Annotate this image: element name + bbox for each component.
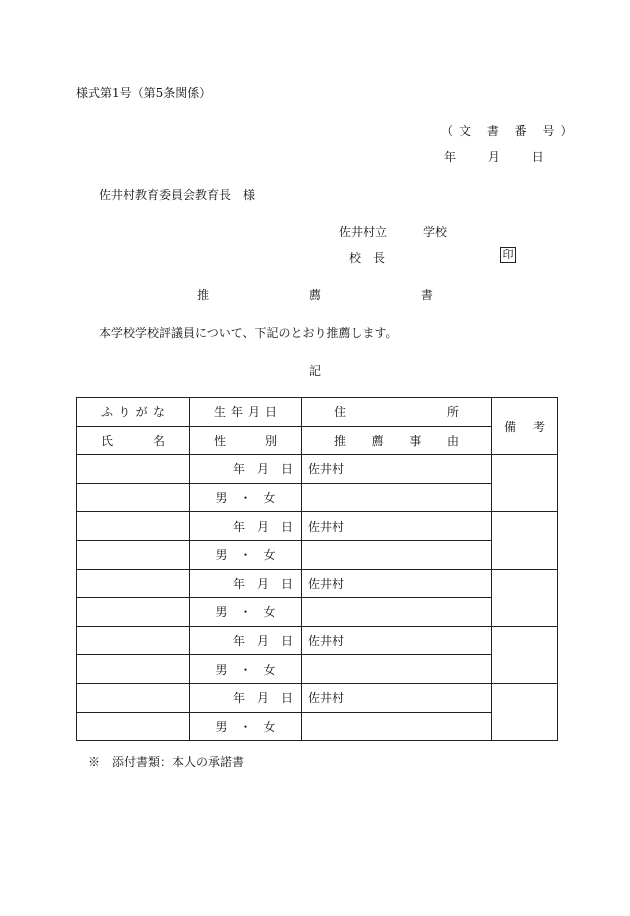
header-row-2 bbox=[77, 426, 558, 455]
name-cell[interactable] bbox=[77, 598, 190, 627]
recommendation-table bbox=[76, 397, 558, 741]
header-name: 氏 名 bbox=[77, 426, 190, 455]
intro-text: 本学校学校評議員について、下記のとおり推薦します。 bbox=[99, 326, 398, 340]
birthdate-cell[interactable]: 年 月 日 bbox=[190, 626, 302, 655]
table-row bbox=[77, 540, 558, 569]
remarks-cell[interactable] bbox=[492, 683, 558, 740]
header-address: 住 所 bbox=[302, 398, 492, 427]
table-row bbox=[77, 569, 558, 598]
table-row bbox=[77, 483, 558, 512]
addressee: 佐井村教育委員会教育長 様 bbox=[99, 188, 256, 202]
title-char: 薦 bbox=[308, 288, 321, 302]
reason-cell[interactable] bbox=[302, 598, 492, 627]
date-year: 年 bbox=[444, 150, 457, 164]
title-char: 推 bbox=[197, 288, 210, 302]
furigana-cell[interactable] bbox=[77, 512, 190, 541]
address-cell[interactable]: 佐井村 bbox=[302, 683, 492, 712]
remarks-cell[interactable] bbox=[492, 512, 558, 569]
header-row bbox=[77, 398, 558, 427]
document-number: （文 書 番 号） bbox=[441, 124, 579, 138]
table-row bbox=[77, 626, 558, 655]
name-cell[interactable] bbox=[77, 540, 190, 569]
school-name: 佐井村立 学校 bbox=[339, 225, 448, 239]
seal-mark: 印 bbox=[500, 247, 516, 263]
date-line bbox=[444, 148, 544, 165]
table-row bbox=[77, 683, 558, 712]
header-reason: 推 薦 事 由 bbox=[302, 426, 492, 455]
gender-cell[interactable]: 男 ・ 女 bbox=[190, 712, 302, 741]
birthdate-cell[interactable]: 年 月 日 bbox=[190, 683, 302, 712]
date-day: 日 bbox=[531, 150, 544, 164]
furigana-cell[interactable] bbox=[77, 626, 190, 655]
table-row bbox=[77, 712, 558, 741]
remarks-cell[interactable] bbox=[492, 626, 558, 683]
birthdate-cell[interactable]: 年 月 日 bbox=[190, 455, 302, 484]
form-label: 様式第1号（第5条関係） bbox=[76, 86, 212, 100]
header-remarks: 備 考 bbox=[492, 398, 558, 455]
principal-label: 校 長 bbox=[349, 251, 386, 265]
furigana-cell[interactable] bbox=[77, 455, 190, 484]
table-row bbox=[77, 512, 558, 541]
furigana-cell[interactable] bbox=[77, 683, 190, 712]
table-row bbox=[77, 655, 558, 684]
gender-cell[interactable]: 男 ・ 女 bbox=[190, 540, 302, 569]
address-cell[interactable]: 佐井村 bbox=[302, 569, 492, 598]
name-cell[interactable] bbox=[77, 483, 190, 512]
remarks-cell[interactable] bbox=[492, 455, 558, 512]
reason-cell[interactable] bbox=[302, 483, 492, 512]
address-cell[interactable]: 佐井村 bbox=[302, 512, 492, 541]
reason-cell[interactable] bbox=[302, 712, 492, 741]
header-gender: 性 別 bbox=[190, 426, 302, 455]
table-row bbox=[77, 598, 558, 627]
name-cell[interactable] bbox=[77, 712, 190, 741]
gender-cell[interactable]: 男 ・ 女 bbox=[190, 598, 302, 627]
reason-cell[interactable] bbox=[302, 655, 492, 684]
attachment-note: ※ 添付書類：本人の承諾書 bbox=[88, 755, 245, 769]
header-birthdate: 生 年 月 日 bbox=[190, 398, 302, 427]
birthdate-cell[interactable]: 年 月 日 bbox=[190, 512, 302, 541]
ki-heading: 記 bbox=[308, 364, 321, 378]
address-cell[interactable]: 佐井村 bbox=[302, 455, 492, 484]
remarks-cell[interactable] bbox=[492, 569, 558, 626]
birthdate-cell[interactable]: 年 月 日 bbox=[190, 569, 302, 598]
header-furigana: ふ り が な bbox=[77, 398, 190, 427]
document-title bbox=[0, 286, 630, 303]
date-month: 月 bbox=[487, 150, 500, 164]
title-char: 書 bbox=[420, 288, 433, 302]
gender-cell[interactable]: 男 ・ 女 bbox=[190, 655, 302, 684]
address-cell[interactable]: 佐井村 bbox=[302, 626, 492, 655]
furigana-cell[interactable] bbox=[77, 569, 190, 598]
reason-cell[interactable] bbox=[302, 540, 492, 569]
table-row bbox=[77, 455, 558, 484]
name-cell[interactable] bbox=[77, 655, 190, 684]
gender-cell[interactable]: 男 ・ 女 bbox=[190, 483, 302, 512]
